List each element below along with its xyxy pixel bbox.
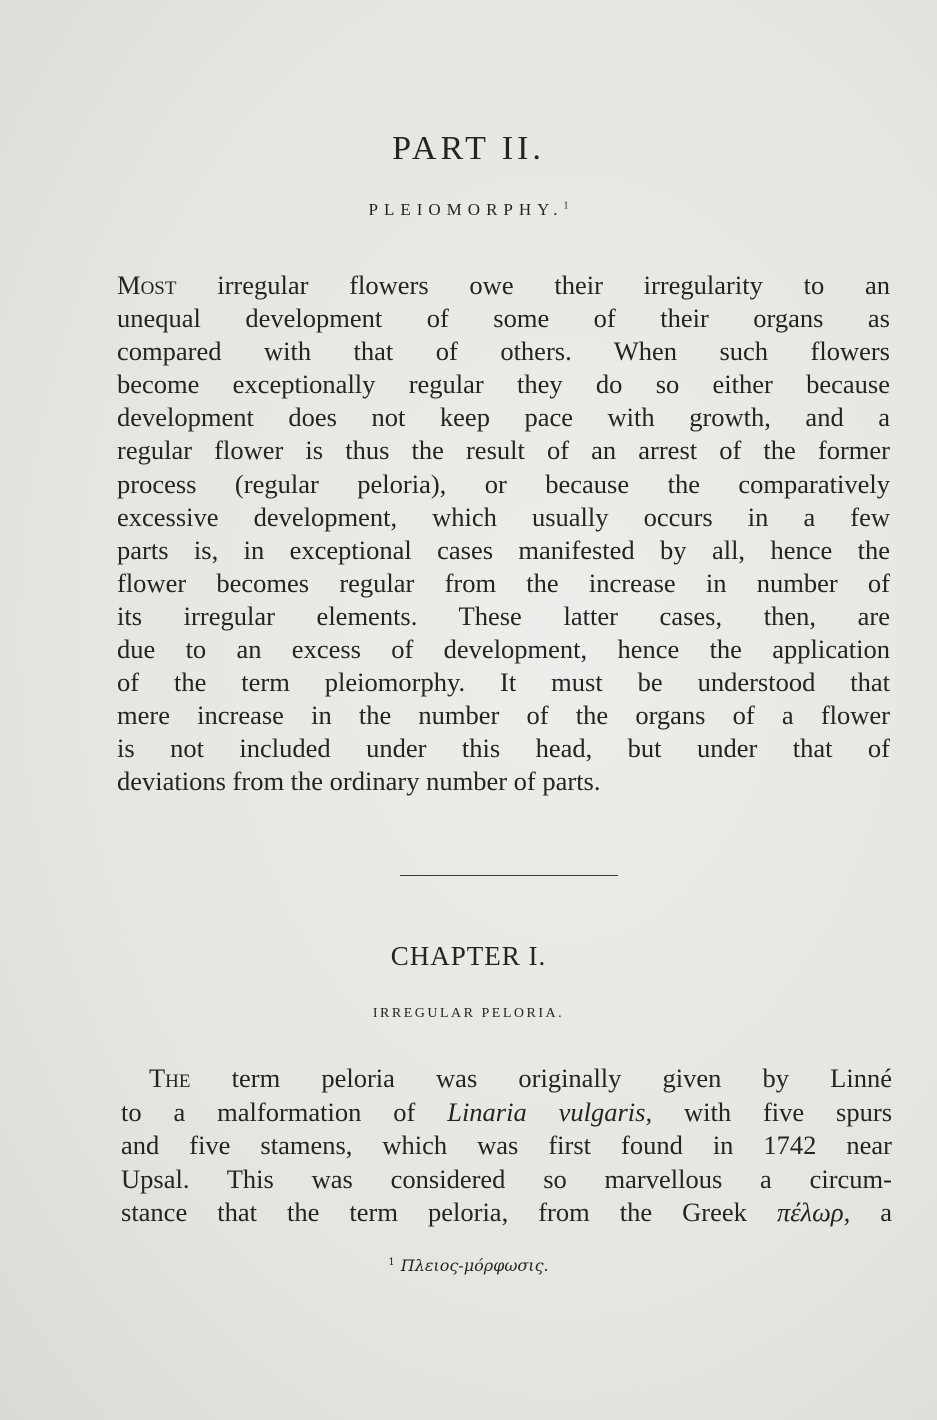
chapter-subtitle: IRREGULAR PELORIA. <box>372 1006 565 1021</box>
paragraph-line: unequal development of some of their organs as <box>117 303 890 334</box>
paragraph-line: Most irregular flowers owe their irregularity to an <box>117 270 890 300</box>
intro-paragraph <box>117 269 890 799</box>
footnote-ref: 1 <box>563 200 569 212</box>
paragraph-line: flower becomes regular from the increase in number of <box>117 567 890 598</box>
paragraph-line: to a malformation of Linaria vulgaris, with five spurs <box>121 1096 893 1127</box>
species-name: Linaria vulgaris, <box>447 1096 653 1127</box>
chapter-paragraph <box>121 1062 892 1230</box>
footnote-mark: 1 <box>388 1256 395 1268</box>
footnote-text: Πλειος-μόρφωσις. <box>400 1256 549 1275</box>
paragraph-line: mere increase in the number of the organs of a flower <box>117 700 890 731</box>
footnote <box>0 1256 937 1275</box>
paragraph-line: and five stamens, which was first found in 1742 near <box>121 1130 892 1161</box>
chapter-title: CHAPTER I. <box>390 941 547 971</box>
paragraph-line: due to an excess of development, hence the application <box>117 634 890 665</box>
paragraph-line: is not included under this head, but under that of <box>117 733 890 764</box>
paragraph-line: deviations from the ordinary number of parts. <box>117 766 601 797</box>
paragraph-line: of the term pleiomorphy. It must be understood that <box>117 667 890 698</box>
paragraph-line: parts is, in exceptional cases manifested by all, hence the <box>117 534 890 565</box>
paragraph-line: its irregular elements. These latter cases, then, are <box>117 600 890 631</box>
greek-word: πέλωρ, <box>776 1197 851 1228</box>
section-divider <box>400 875 618 876</box>
lead-word: Most <box>117 270 177 300</box>
paragraph-line: stance that the term peloria, from the Greek πέλωρ, a <box>121 1197 892 1228</box>
paragraph-line: development does not keep pace with growth, and a <box>117 402 890 433</box>
section-title-text: PLEIOMORPHY. <box>368 200 564 219</box>
paragraph-line: compared with that of others. When such flowers <box>117 336 890 367</box>
paragraph-line: regular flower is thus the result of an arrest of the former <box>117 435 890 466</box>
paragraph-line: process (regular peloria), or because the comparatively <box>117 468 890 499</box>
part-title: PART II. <box>392 130 545 167</box>
section-title <box>0 200 937 220</box>
paragraph-line: become exceptionally regular they do so either because <box>117 369 890 400</box>
paragraph-line: Upsal. This was considered so marvellous a circum- <box>121 1163 892 1194</box>
lead-word: The <box>149 1063 191 1093</box>
paragraph-line: The term peloria was originally given by Linné <box>149 1063 892 1093</box>
paragraph-line: excessive development, which usually occurs in a few <box>117 501 890 532</box>
